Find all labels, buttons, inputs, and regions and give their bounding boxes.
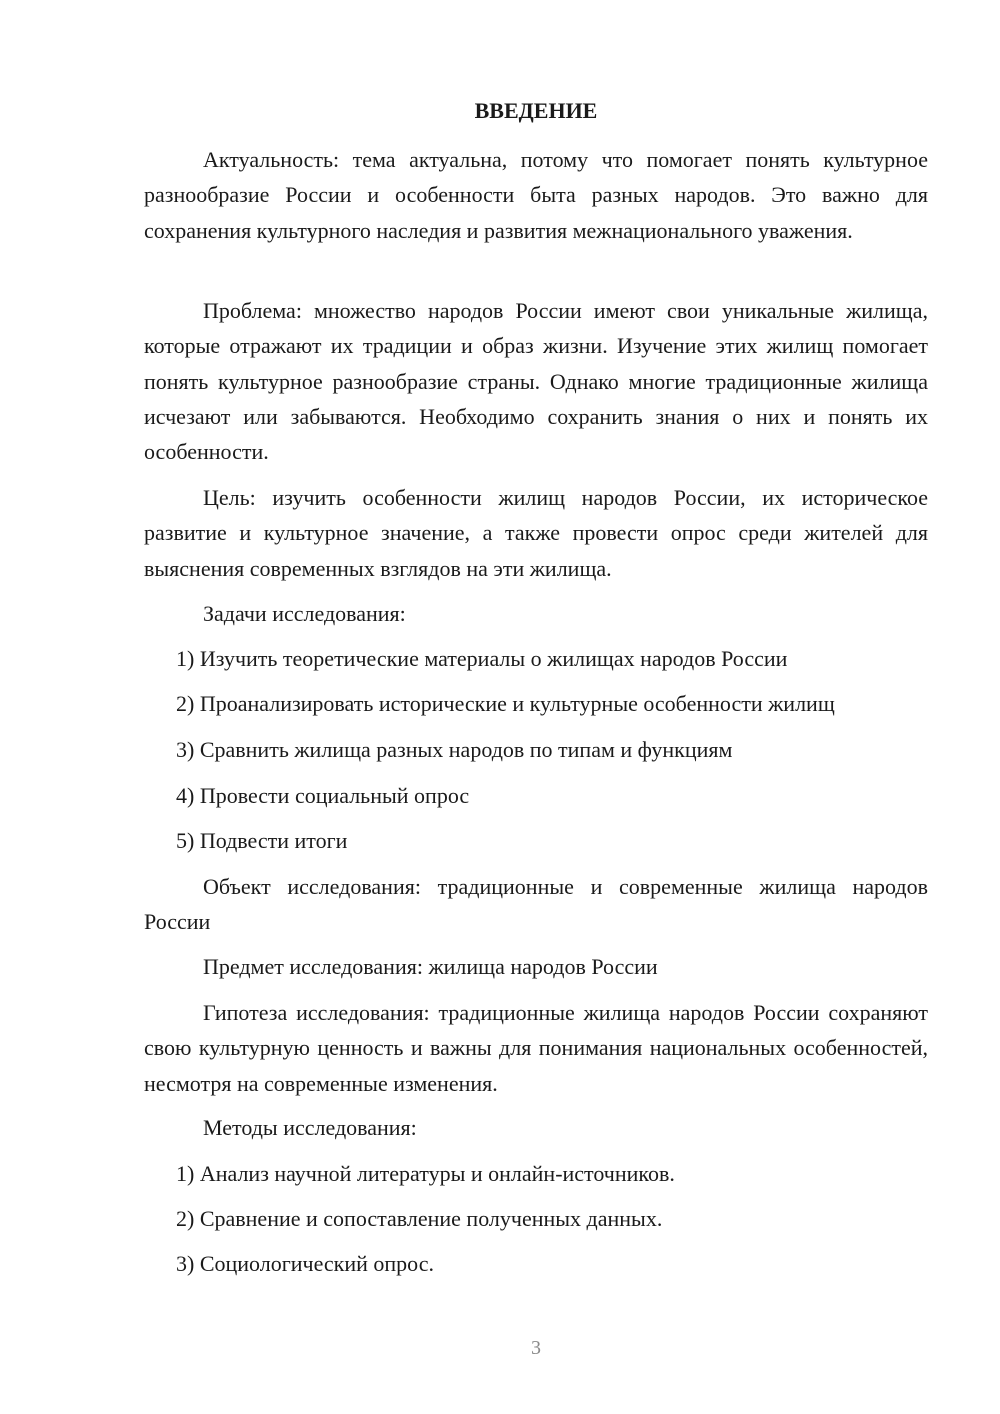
method-item: 2) Сравнение и сопоставление полученных данных.: [176, 1206, 663, 1231]
methods-heading: Методы исследования:: [203, 1115, 417, 1140]
object-paragraph: Объект исследования: традиционные и современные жилища народов России: [144, 874, 928, 935]
subject-paragraph: Предмет исследования: жилища народов России: [203, 954, 658, 979]
relevance-paragraph: Актуальность: тема актуальна, потому что помогает понять культурное разнообразие России и особенности быта разных народов. Это важно для сохранения культурного наследия и развития межнационального уважения.: [144, 147, 928, 243]
task-item: 4) Провести социальный опрос: [176, 783, 470, 808]
task-item: 2) Проанализировать исторические и культурные особенности жилищ: [176, 691, 835, 716]
section-title: ВВЕДЕНИЕ: [474, 98, 598, 123]
hypothesis-paragraph: Гипотеза исследования: традиционные жилища народов России сохраняют свою культурную ценность и важны для понимания национальных особенностей, несмотря на современные изменения.: [144, 1000, 928, 1096]
page-number: 3: [531, 1337, 541, 1359]
tasks-heading: Задачи исследования:: [203, 601, 406, 626]
task-item: 3) Сравнить жилища разных народов по типам и функциям: [176, 737, 733, 762]
task-item: 5) Подвести итоги: [176, 828, 348, 853]
task-item: 1) Изучить теоретические материалы о жилищах народов России: [176, 646, 788, 671]
method-item: 1) Анализ научной литературы и онлайн-источников.: [176, 1161, 675, 1186]
goal-paragraph: Цель: изучить особенности жилищ народов России, их историческое развитие и культурное значение, а также провести опрос среди жителей для выяснения современных взглядов на эти жилища.: [144, 485, 928, 581]
problem-paragraph: Проблема: множество народов России имеют свои уникальные жилища, которые отражают их традиции и образ жизни. Изучение этих жилищ помогает понять культурное разнообразие страны. Однако многие традиционные жилища исчезают или забываются. Необходимо сохранить знания о них и понять их особенности.: [144, 298, 928, 465]
method-item: 3) Социологический опрос.: [176, 1251, 434, 1276]
